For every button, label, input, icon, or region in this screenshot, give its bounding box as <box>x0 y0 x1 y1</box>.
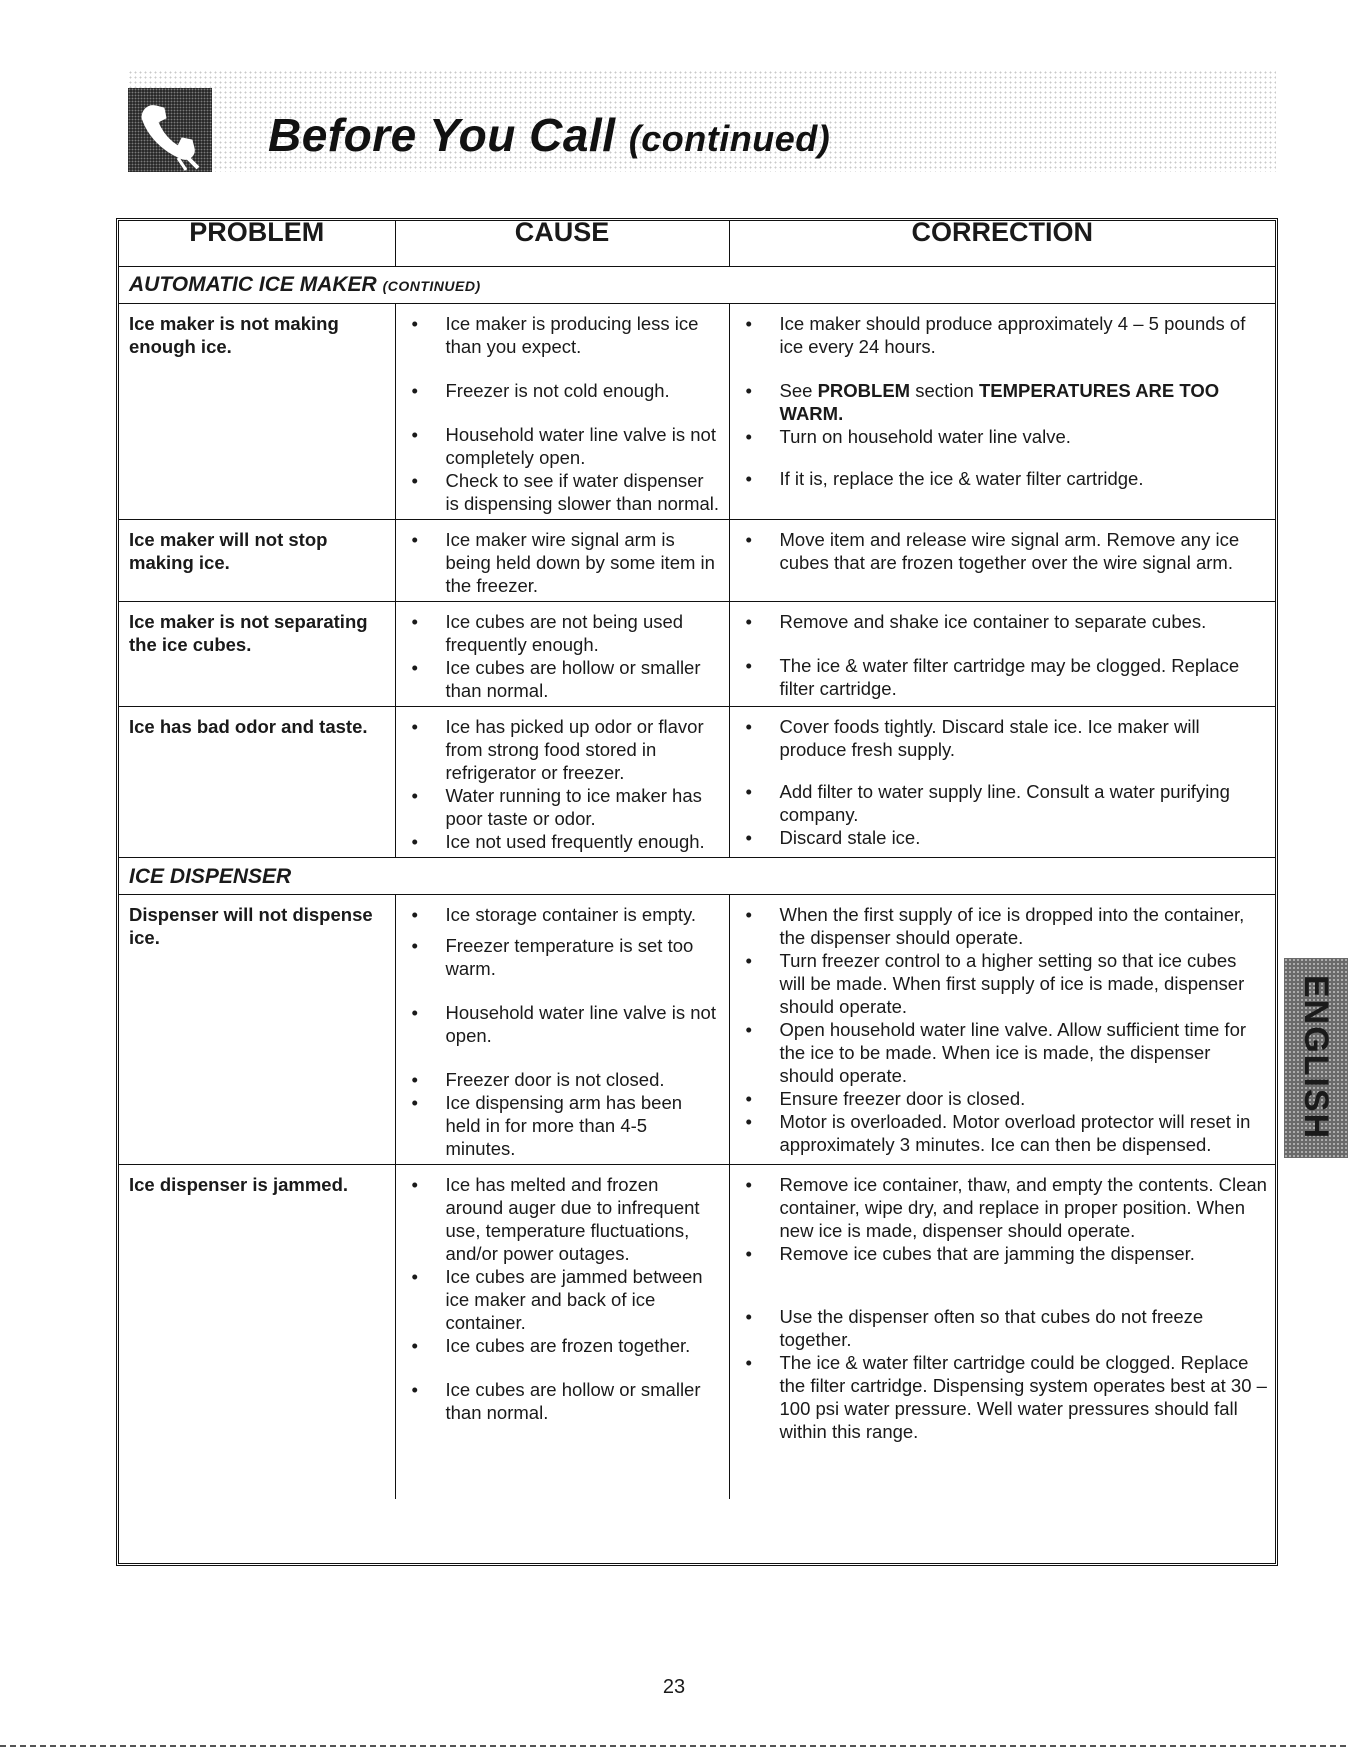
bullet-icon <box>738 1018 780 1087</box>
section-title: ICE DISPENSER <box>129 864 292 888</box>
bullet-icon <box>738 467 780 490</box>
problem-cell: Ice has bad odor and taste. <box>129 716 368 737</box>
correction-cell <box>729 520 1275 602</box>
correction-cell <box>729 707 1275 858</box>
table-row <box>119 707 1275 858</box>
problem-cell: Ice maker is not separating the ice cubes. <box>119 602 395 707</box>
language-tab <box>1284 958 1348 1158</box>
cause-item: • Ice has picked up odor or flavor from strong food stored in refrigerator or freezer. <box>404 715 721 784</box>
section-heading <box>119 267 1275 304</box>
correction-cell <box>729 895 1275 1165</box>
bullet-icon <box>738 610 780 633</box>
bullet-icon <box>404 784 446 830</box>
correction-item: • Move item and release wire signal arm. Remove any ice cubes that are frozen together over the wire signal arm. <box>738 528 1268 574</box>
correction-item: • Turn freezer control to a higher setting so that ice cubes will be made. When first supply of ice is made, dispenser should operate. <box>738 949 1268 1018</box>
bullet-icon <box>738 1087 780 1110</box>
cause-cell <box>395 602 729 707</box>
column-header-cause: CAUSE <box>395 221 729 267</box>
bullet-icon <box>738 654 780 700</box>
title-suffix: (continued) <box>628 118 831 159</box>
cause-item: • Household water line valve is not completely open. <box>404 423 721 469</box>
problem-cell: Ice maker will not stop making ice. <box>119 520 395 602</box>
cause-item: • Ice cubes are jammed between ice maker and back of ice container. <box>404 1265 721 1334</box>
correction-item: • Cover foods tightly. Discard stale ice. Ice maker will produce fresh supply. <box>738 715 1268 761</box>
bullet-icon <box>404 934 446 980</box>
bullet-icon <box>738 1242 780 1265</box>
section-subtitle: (CONTINUED) <box>382 277 481 294</box>
correction-item: • If it is, replace the ice & water filter cartridge. <box>738 467 1268 490</box>
cause-item: • Ice has melted and frozen around auger due to infrequent use, temperature fluctuations, and/or power outages. <box>404 1173 721 1265</box>
cause-item: • Ice dispensing arm has been held in for more than 4-5 minutes. <box>404 1091 721 1160</box>
correction-cell <box>729 602 1275 707</box>
bullet-icon <box>738 312 780 358</box>
correction-item: • Ensure freezer door is closed. <box>738 1087 1268 1110</box>
page-title <box>268 108 830 162</box>
bullet-icon <box>404 379 446 402</box>
correction-item: • The ice & water filter cartridge could be clogged. Replace the filter cartridge. Dispensing system operates best at 30 – 100 psi water pressure. Well water pressures should fall within this range. <box>738 1351 1268 1443</box>
cause-item: • Ice maker is producing less ice than you expect. <box>404 312 721 358</box>
cause-cell <box>395 707 729 858</box>
language-tab-label: ENGLISH <box>1297 975 1335 1141</box>
page-number: 23 <box>662 1676 686 1698</box>
table-row <box>119 1165 1275 1500</box>
problem-cell: Dispenser will not dispense ice. <box>119 895 395 1165</box>
bullet-icon <box>404 656 446 702</box>
cause-item: • Ice cubes are hollow or smaller than normal. <box>404 1378 721 1424</box>
correction-item: • Discard stale ice. <box>738 826 1268 849</box>
bullet-icon <box>404 528 446 597</box>
bullet-icon <box>738 826 780 849</box>
bullet-icon <box>738 1351 780 1443</box>
correction-item: • Use the dispenser often so that cubes do not freeze together. <box>738 1305 1268 1351</box>
bullet-icon <box>738 379 780 425</box>
bullet-icon <box>738 1173 780 1242</box>
cause-item: • Ice maker wire signal arm is being held down by some item in the freezer. <box>404 528 721 597</box>
bullet-icon <box>738 715 780 761</box>
problem-cell: Ice maker is not making enough ice. <box>119 304 395 520</box>
cause-item: • Freezer temperature is set too warm. <box>404 934 721 980</box>
cause-item: • Ice storage container is empty. <box>404 903 721 926</box>
problem-cell: Ice dispenser is jammed. <box>129 1174 349 1195</box>
bullet-icon <box>738 1305 780 1351</box>
bullet-icon <box>738 780 780 826</box>
section-heading <box>119 858 1275 895</box>
correction-cell <box>729 1165 1275 1500</box>
cause-item: • Ice cubes are frozen together. <box>404 1334 721 1357</box>
bullet-icon <box>404 610 446 656</box>
bullet-icon <box>404 1265 446 1334</box>
bullet-icon <box>738 949 780 1018</box>
cause-cell <box>395 895 729 1165</box>
cause-cell <box>395 304 729 520</box>
correction-cell <box>729 304 1275 520</box>
bullet-icon <box>404 830 446 853</box>
cause-item: • Ice cubes are hollow or smaller than normal. <box>404 656 721 702</box>
bullet-icon <box>404 1334 446 1357</box>
correction-item: • Ice maker should produce approximately 4 – 5 pounds of ice every 24 hours. <box>738 312 1268 358</box>
correction-item: • Add filter to water supply line. Consult a water purifying company. <box>738 780 1268 826</box>
cause-cell <box>395 520 729 602</box>
cause-item: • Check to see if water dispenser is dispensing slower than normal. <box>404 469 721 515</box>
cause-item: • Ice not used frequently enough. <box>404 830 721 853</box>
column-header-problem: PROBLEM <box>119 221 395 267</box>
correction-item: • The ice & water filter cartridge may be clogged. Replace filter cartridge. <box>738 654 1268 700</box>
table-row <box>119 602 1275 707</box>
cause-item: • Ice cubes are not being used frequently enough. <box>404 610 721 656</box>
phone-handset-icon <box>128 88 212 172</box>
column-header-correction: CORRECTION <box>729 221 1275 267</box>
correction-item: • When the first supply of ice is dropped into the container, the dispenser should operate. <box>738 903 1268 949</box>
header-row <box>119 221 1275 267</box>
cause-cell <box>395 1165 729 1500</box>
correction-item: • Remove ice cubes that are jamming the dispenser. <box>738 1242 1268 1265</box>
section-title: AUTOMATIC ICE MAKER <box>129 272 377 296</box>
cause-item: • Freezer door is not closed. <box>404 1068 721 1091</box>
section-row-ice-dispenser <box>119 858 1275 895</box>
section-row-automatic-ice-maker <box>119 267 1275 304</box>
bullet-icon <box>404 1091 446 1160</box>
bullet-icon <box>738 1110 780 1156</box>
troubleshooting-table <box>119 217 1275 1499</box>
bullet-icon <box>404 312 446 358</box>
bullet-icon <box>404 469 446 515</box>
title-text: Before You Call <box>268 109 616 161</box>
correction-item: • Open household water line valve. Allow sufficient time for the ice to be made. When ice is made, the dispenser should operate. <box>738 1018 1268 1087</box>
bullet-icon <box>404 1378 446 1424</box>
correction-item: • Motor is overloaded. Motor overload protector will reset in approximately 3 minutes. Ice can then be dispensed. <box>738 1110 1268 1156</box>
cause-item: • Household water line valve is not open. <box>404 1001 721 1047</box>
cause-item: • Freezer is not cold enough. <box>404 379 721 402</box>
bullet-icon <box>404 423 446 469</box>
bullet-icon <box>404 715 446 784</box>
bottom-divider <box>0 1745 1348 1747</box>
correction-item: • Turn on household water line valve. <box>738 425 1268 448</box>
table-row <box>119 520 1275 602</box>
bullet-icon <box>738 903 780 949</box>
bullet-icon <box>738 528 780 574</box>
correction-item: • Remove and shake ice container to separate cubes. <box>738 610 1268 633</box>
bullet-icon <box>404 903 446 926</box>
bullet-icon <box>738 425 780 448</box>
table-row <box>119 304 1275 520</box>
cause-item: • Water running to ice maker has poor taste or odor. <box>404 784 721 830</box>
bullet-icon <box>404 1173 446 1265</box>
correction-item: • See PROBLEM section TEMPERATURES ARE TOO WARM. <box>738 379 1268 425</box>
table-row <box>119 895 1275 1165</box>
correction-item: • Remove ice container, thaw, and empty the contents. Clean container, wipe dry, and replace in proper position. When new ice is made, dispenser should operate. <box>738 1173 1268 1242</box>
bullet-icon <box>404 1068 446 1091</box>
bullet-icon <box>404 1001 446 1047</box>
